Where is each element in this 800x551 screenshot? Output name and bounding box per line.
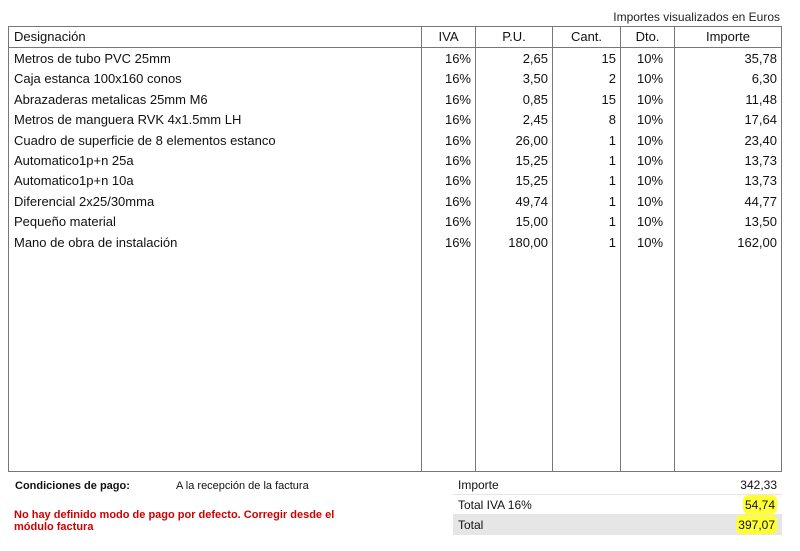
- cell-iva: 16%: [444, 112, 471, 128]
- cell-cant: 2: [608, 71, 616, 87]
- cell-pu: 3,50: [522, 71, 548, 87]
- currency-note: Importes visualizados en Euros: [613, 10, 780, 24]
- cell-importe: 23,40: [744, 132, 777, 148]
- cell-iva: 16%: [444, 193, 471, 209]
- iva-total-value: 54,74: [743, 495, 777, 514]
- cell-iva: 16%: [444, 214, 471, 230]
- cell-pu: 15,00: [515, 214, 548, 230]
- header-dto: Dto.: [620, 27, 674, 47]
- grand-total-value: 397,07: [736, 515, 777, 534]
- cell-cant: 1: [608, 132, 616, 148]
- table-row: [9, 233, 781, 253]
- payment-conditions-value: A la recepción de la factura: [176, 480, 309, 492]
- cell-dto: 10%: [637, 51, 664, 66]
- header-iva: IVA: [421, 27, 475, 47]
- cell-iva: 16%: [444, 132, 471, 148]
- cell-cant: 1: [608, 234, 616, 250]
- header-designacion: Designación: [14, 29, 86, 44]
- cell-designacion: Metros de manguera RVK 4x1.5mm LH: [14, 112, 242, 128]
- iva-total-row: [453, 495, 782, 515]
- cell-designacion: Metros de tubo PVC 25mm: [14, 51, 171, 66]
- payment-mode-error: No hay definido modo de pago por defecto. Corregir desde el módulo factura: [14, 509, 335, 533]
- cell-dto: 10%: [637, 173, 664, 189]
- cell-pu: 2,45: [522, 112, 548, 128]
- cell-dto: 10%: [637, 152, 664, 168]
- cell-cant: 15: [601, 91, 616, 107]
- cell-importe: 17,64: [744, 112, 777, 128]
- table-row: [9, 110, 781, 130]
- cell-iva: 16%: [444, 71, 471, 87]
- cell-pu: 15,25: [515, 152, 548, 168]
- subtotal-row: [453, 475, 782, 495]
- cell-designacion: Abrazaderas metalicas 25mm M6: [14, 91, 208, 107]
- cell-importe: 6,30: [751, 71, 777, 87]
- cell-designacion: Caja estanca 100x160 conos: [14, 71, 182, 87]
- cell-iva: 16%: [444, 234, 471, 250]
- cell-designacion: Cuadro de superficie de 8 elementos estanco: [14, 132, 276, 148]
- cell-designacion: Automatico1p+n 25a: [14, 152, 134, 168]
- cell-importe: 13,73: [744, 173, 777, 189]
- cell-designacion: Mano de obra de instalación: [14, 234, 178, 250]
- cell-cant: 1: [608, 173, 616, 189]
- table-body: [9, 49, 781, 253]
- table-header: [9, 27, 781, 48]
- cell-iva: 16%: [444, 51, 471, 66]
- subtotal-value: 342,33: [740, 478, 777, 492]
- cell-cant: 15: [601, 51, 616, 66]
- cell-pu: 15,25: [515, 173, 548, 189]
- cell-designacion: Pequeño material: [14, 214, 116, 230]
- cell-cant: 1: [608, 193, 616, 209]
- cell-dto: 10%: [637, 71, 664, 87]
- header-cant: Cant.: [552, 27, 620, 47]
- cell-importe: 13,50: [744, 214, 777, 230]
- subtotal-label: Importe: [458, 478, 499, 492]
- cell-importe: 13,73: [744, 152, 777, 168]
- grand-total-label: Total: [458, 518, 484, 532]
- cell-dto: 10%: [637, 112, 664, 128]
- payment-conditions-label: Condiciones de pago:: [15, 480, 130, 492]
- cell-pu: 49,74: [515, 193, 548, 209]
- table-row: [9, 212, 781, 232]
- table-row: [9, 131, 781, 151]
- cell-pu: 0,85: [522, 91, 548, 107]
- cell-pu: 180,00: [508, 234, 548, 250]
- table-row: [9, 171, 781, 191]
- cell-dto: 10%: [637, 234, 664, 250]
- table-row: [9, 151, 781, 171]
- cell-designacion: Automatico1p+n 10a: [14, 173, 134, 189]
- header-pu: P.U.: [475, 27, 552, 47]
- cell-dto: 10%: [637, 132, 664, 148]
- table-row: [9, 49, 781, 69]
- cell-dto: 10%: [637, 193, 664, 209]
- cell-cant: 1: [608, 214, 616, 230]
- table-row: [9, 69, 781, 89]
- cell-importe: 44,77: [744, 193, 777, 209]
- cell-designacion: Diferencial 2x25/30mma: [14, 193, 155, 209]
- header-importe: Importe: [674, 27, 781, 47]
- invoice-lines-table: [8, 26, 782, 472]
- grand-total-row: [453, 515, 782, 535]
- cell-pu: 2,65: [522, 51, 548, 66]
- cell-cant: 1: [608, 152, 616, 168]
- cell-importe: 162,00: [737, 234, 777, 250]
- iva-total-label: Total IVA 16%: [458, 498, 532, 512]
- cell-iva: 16%: [444, 91, 471, 107]
- cell-iva: 16%: [444, 173, 471, 189]
- cell-pu: 26,00: [515, 132, 548, 148]
- cell-importe: 35,78: [744, 51, 777, 66]
- cell-dto: 10%: [637, 214, 664, 230]
- cell-dto: 10%: [637, 91, 664, 107]
- totals-box: [453, 475, 782, 535]
- table-row: [9, 90, 781, 110]
- cell-cant: 8: [608, 112, 616, 128]
- table-row: [9, 192, 781, 212]
- cell-importe: 11,48: [745, 91, 777, 107]
- cell-iva: 16%: [444, 152, 471, 168]
